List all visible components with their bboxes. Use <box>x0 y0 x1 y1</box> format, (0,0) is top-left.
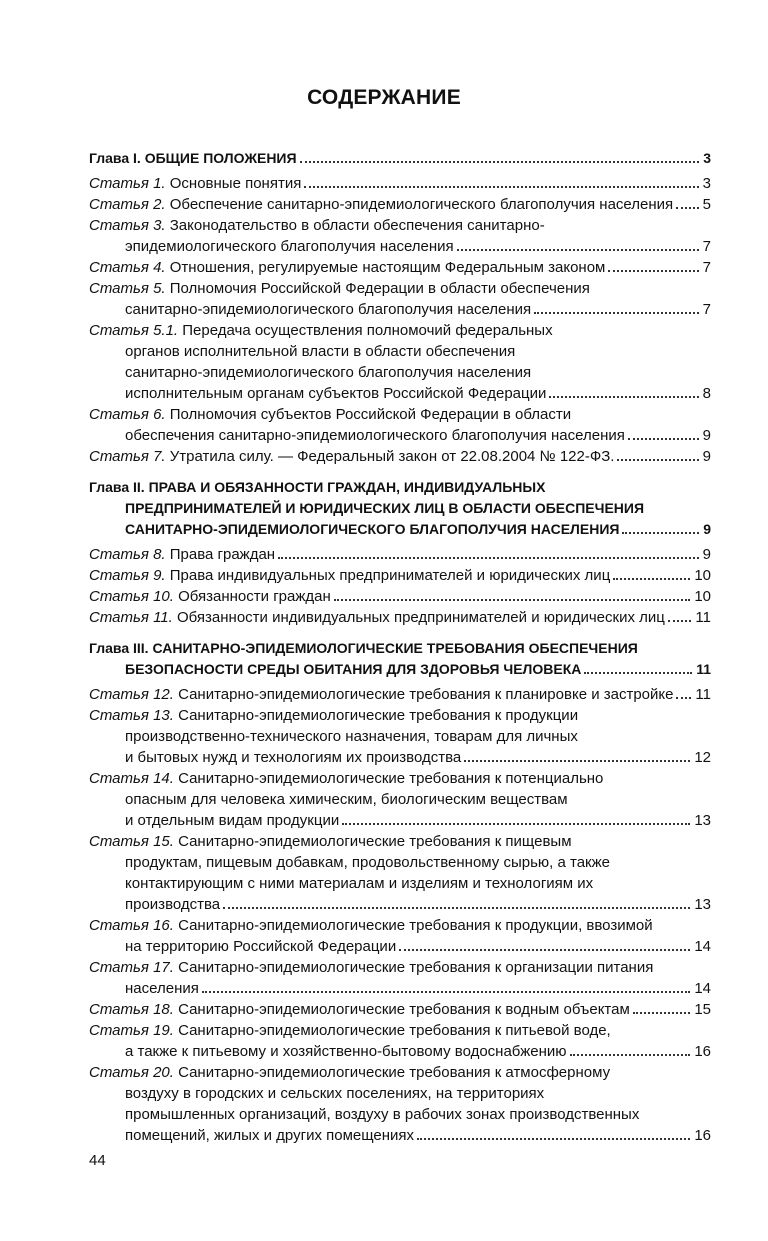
toc-line-text <box>89 257 605 278</box>
dot-leader <box>202 991 690 993</box>
toc-title-text: ПРЕДПРИНИМАТЕЛЕЙ И ЮРИДИЧЕСКИХ ЛИЦ В ОБЛАСТИ ОБЕСПЕЧЕНИЯ <box>125 500 645 516</box>
toc-line <box>89 1083 711 1104</box>
article-number: Статья 15. <box>89 833 174 850</box>
article-number: Статья 19. <box>89 1022 174 1039</box>
dot-leader <box>584 672 692 674</box>
toc-title-text: санитарно-эпидемиологического благополучия населения <box>125 301 532 318</box>
toc-title-text: обеспечения санитарно-эпидемиологического благополучия населения <box>125 427 625 444</box>
toc-line-text <box>89 425 625 446</box>
toc-article <box>89 278 711 320</box>
toc-page-number: 15 <box>694 1001 711 1018</box>
toc-line <box>89 852 711 873</box>
toc-title-text: Санитарно-эпидемиологические требования к планировке и застройке <box>178 686 674 703</box>
toc-line-text <box>89 833 572 850</box>
toc-line-text <box>89 1125 414 1146</box>
toc-title-text: и отдельным видам продукции <box>125 812 340 829</box>
toc-line <box>89 638 711 659</box>
article-number: Статья 4. <box>89 259 166 276</box>
toc-line <box>89 173 711 194</box>
toc-title-text: Санитарно-эпидемиологические требования к питьевой воде, <box>178 1022 611 1039</box>
chapter-number: Глава II. <box>89 479 145 495</box>
toc-line <box>89 873 711 894</box>
page-number: 44 <box>89 1152 106 1169</box>
dot-leader <box>570 1054 691 1056</box>
toc-page-number: 7 <box>702 301 711 318</box>
toc-line-text <box>89 638 638 659</box>
toc-line-text <box>89 299 531 320</box>
toc-title-text: промышленных организаций, воздуху в рабочих зонах производственных <box>125 1106 640 1123</box>
toc-line <box>89 1041 711 1062</box>
toc-title-text: Полномочия Российской Федерации в области обеспечения <box>169 280 590 297</box>
toc-title-text: Обеспечение санитарно-эпидемиологического благополучия населения <box>169 196 674 213</box>
toc-page-number: 3 <box>702 175 711 192</box>
toc-title-text: Санитарно-эпидемиологические требования к потенциально <box>178 770 604 787</box>
toc-line <box>89 915 711 936</box>
toc-line <box>89 519 711 540</box>
table-of-contents <box>89 148 711 1146</box>
toc-line-text <box>89 1104 639 1125</box>
toc-title-text: санитарно-эпидемиологического благополучия населения <box>125 364 532 381</box>
toc-title-text: помещений, жилых и других помещениях <box>125 1127 415 1144</box>
article-number: Статья 3. <box>89 217 166 234</box>
toc-title-text: органов исполнительной власти в области обеспечения <box>125 343 516 360</box>
toc-page-number: 7 <box>702 238 711 255</box>
toc-line-text <box>89 544 275 565</box>
toc-title-text: БЕЗОПАСНОСТИ СРЕДЫ ОБИТАНИЯ ДЛЯ ЗДОРОВЬЯ ЧЕЛОВЕКА <box>125 661 582 677</box>
article-number: Статья 20. <box>89 1064 174 1081</box>
dot-leader <box>668 620 692 622</box>
toc-title-text: воздуху в городских и сельских поселениях, на территориях <box>125 1085 545 1102</box>
toc-line <box>89 320 711 341</box>
toc-page-number: 8 <box>702 385 711 402</box>
toc-line <box>89 607 711 628</box>
article-number: Статья 18. <box>89 1001 174 1018</box>
toc-line-text <box>89 194 673 215</box>
toc-line-text <box>89 607 665 628</box>
article-number: Статья 7. <box>89 448 166 465</box>
article-number: Статья 2. <box>89 196 166 213</box>
toc-article <box>89 320 711 404</box>
toc-line-text <box>89 747 461 768</box>
toc-page-number: 11 <box>696 661 711 677</box>
toc-line <box>89 446 711 467</box>
toc-chapter <box>89 638 711 680</box>
spacer <box>89 628 711 638</box>
toc-page-number: 14 <box>694 980 711 997</box>
toc-article <box>89 957 711 999</box>
toc-title-text: населения <box>125 980 199 997</box>
toc-page-number: 9 <box>702 427 711 444</box>
toc-line <box>89 747 711 768</box>
toc-line <box>89 705 711 726</box>
toc-title-text: и бытовых нужд и технологиям их производства <box>125 749 462 766</box>
toc-line <box>89 194 711 215</box>
toc-page-number: 10 <box>694 567 711 584</box>
toc-article <box>89 607 711 628</box>
toc-article <box>89 194 711 215</box>
toc-line-text <box>89 280 590 297</box>
dot-leader <box>628 438 699 440</box>
toc-page-number: 9 <box>702 546 711 563</box>
toc-line-text <box>89 936 396 957</box>
toc-line-text <box>89 999 630 1020</box>
dot-leader <box>622 532 699 534</box>
toc-line <box>89 831 711 852</box>
dot-leader <box>342 823 690 825</box>
toc-line-text <box>89 148 297 169</box>
toc-line-text <box>89 322 553 339</box>
chapter-number: Глава III. <box>89 640 149 656</box>
toc-line-text <box>89 217 545 234</box>
article-number: Статья 9. <box>89 567 166 584</box>
article-number: Статья 16. <box>89 917 174 934</box>
toc-line-text <box>89 498 644 519</box>
toc-title-text: Отношения, регулируемые настоящим Федеральным законом <box>169 259 606 276</box>
toc-line-text <box>89 726 578 747</box>
toc-line-text <box>89 1083 544 1104</box>
dot-leader <box>278 557 699 559</box>
toc-title-text: Санитарно-эпидемиологические требования к организации питания <box>178 959 654 976</box>
toc-page-number: 11 <box>695 609 711 626</box>
toc-page-number: 5 <box>702 196 711 213</box>
toc-page-number: 14 <box>694 938 711 955</box>
toc-page-number: 9 <box>702 448 711 465</box>
article-number: Статья 17. <box>89 959 174 976</box>
toc-line <box>89 978 711 999</box>
toc-article <box>89 1020 711 1062</box>
toc-title-text: производства <box>125 896 221 913</box>
toc-line <box>89 1125 711 1146</box>
toc-line <box>89 1062 711 1083</box>
dot-leader <box>334 599 691 601</box>
dot-leader <box>417 1138 690 1140</box>
toc-article <box>89 404 711 446</box>
toc-line-text <box>89 873 593 894</box>
toc-line <box>89 383 711 404</box>
toc-line <box>89 768 711 789</box>
toc-line <box>89 544 711 565</box>
toc-line-text <box>89 341 515 362</box>
toc-article <box>89 831 711 915</box>
toc-title-text: продуктам, пищевым добавкам, продовольственному сырью, а также <box>125 854 610 871</box>
toc-line-text <box>89 894 220 915</box>
article-number: Статья 5.1. <box>89 322 179 339</box>
toc-line-text <box>89 770 603 787</box>
toc-title-text: САНИТАРНО-ЭПИДЕМИОЛОГИЧЕСКИЕ ТРЕБОВАНИЯ ОБЕСПЕЧЕНИЯ <box>152 640 638 656</box>
toc-article <box>89 446 711 467</box>
dot-leader <box>613 578 690 580</box>
toc-line-text <box>89 565 610 586</box>
dot-leader <box>534 312 698 314</box>
article-number: Статья 5. <box>89 280 166 297</box>
dot-leader <box>464 760 690 762</box>
toc-line <box>89 236 711 257</box>
toc-page-number: 12 <box>694 749 711 766</box>
toc-line <box>89 684 711 705</box>
toc-article <box>89 684 711 705</box>
toc-article <box>89 544 711 565</box>
toc-line-text <box>89 789 568 810</box>
toc-line-text <box>89 659 581 680</box>
toc-title-text: исполнительным органам субъектов Российской Федерации <box>125 385 547 402</box>
toc-line <box>89 586 711 607</box>
toc-title-text: опасным для человека химическим, биологическим веществам <box>125 791 568 808</box>
toc-title-text: производственно-технического назначения, товарам для личных <box>125 728 578 745</box>
toc-line <box>89 278 711 299</box>
toc-line-text <box>89 362 531 383</box>
dot-leader <box>223 907 690 909</box>
toc-line <box>89 726 711 747</box>
toc-page-number: 16 <box>694 1127 711 1144</box>
article-number: Статья 11. <box>89 609 173 626</box>
toc-line <box>89 1020 711 1041</box>
toc-line-text <box>89 1022 611 1039</box>
page-title: СОДЕРЖАНИЕ <box>307 86 461 109</box>
toc-article <box>89 565 711 586</box>
toc-line-text <box>89 446 614 467</box>
toc-line <box>89 215 711 236</box>
toc-line-text <box>89 810 339 831</box>
toc-line <box>89 957 711 978</box>
toc-title-text: Права индивидуальных предпринимателей и юридических лиц <box>169 567 611 584</box>
toc-article <box>89 586 711 607</box>
toc-page-number: 13 <box>694 812 711 829</box>
toc-line-text <box>89 173 301 194</box>
toc-line <box>89 362 711 383</box>
toc-article <box>89 1062 711 1146</box>
toc-page-number: 7 <box>702 259 711 276</box>
toc-line <box>89 999 711 1020</box>
toc-chapter <box>89 477 711 540</box>
toc-line-text <box>89 684 673 705</box>
toc-title-text: Утратила силу. — Федеральный закон от 22.08.2004 № 122-ФЗ. <box>169 448 615 465</box>
toc-title-text: Права граждан <box>169 546 276 563</box>
spacer <box>89 467 711 477</box>
toc-title-text: Основные понятия <box>169 175 302 192</box>
toc-page-number: 3 <box>703 150 711 166</box>
article-number: Статья 6. <box>89 406 166 423</box>
toc-title-text: Обязанности граждан <box>178 588 331 605</box>
toc-chapter <box>89 148 711 169</box>
article-number: Статья 10. <box>89 588 174 605</box>
article-number: Статья 1. <box>89 175 166 192</box>
toc-article <box>89 173 711 194</box>
dot-leader <box>633 1012 691 1014</box>
toc-article <box>89 999 711 1020</box>
toc-title-text: Санитарно-эпидемиологические требования к пищевым <box>178 833 572 850</box>
toc-line-text <box>89 477 545 498</box>
toc-article <box>89 215 711 257</box>
dot-leader <box>304 186 698 188</box>
dot-leader <box>676 697 691 699</box>
toc-page-number: 10 <box>694 588 711 605</box>
toc-line <box>89 1104 711 1125</box>
toc-title-text: а также к питьевому и хозяйственно-бытовому водоснабжению <box>125 1043 567 1060</box>
toc-line-text <box>89 383 546 404</box>
article-number: Статья 13. <box>89 707 174 724</box>
article-number: Статья 12. <box>89 686 174 703</box>
toc-line <box>89 425 711 446</box>
toc-line-text <box>89 1064 610 1081</box>
toc-line <box>89 404 711 425</box>
dot-leader <box>457 249 699 251</box>
toc-page-number: 16 <box>694 1043 711 1060</box>
toc-article <box>89 768 711 831</box>
article-number: Статья 14. <box>89 770 174 787</box>
toc-line-text <box>89 959 653 976</box>
toc-page-number: 9 <box>703 521 711 537</box>
toc-article <box>89 915 711 957</box>
toc-line-text <box>89 707 578 724</box>
toc-line <box>89 341 711 362</box>
toc-line <box>89 299 711 320</box>
toc-line <box>89 789 711 810</box>
dot-leader <box>399 949 690 951</box>
toc-title-text: контактирующим с ними материалам и изделиям и технологиям их <box>125 875 594 892</box>
toc-line <box>89 257 711 278</box>
dot-leader <box>549 396 698 398</box>
dot-leader <box>300 161 700 163</box>
toc-article <box>89 257 711 278</box>
toc-line-text <box>89 917 653 934</box>
toc-title-text: ОБЩИЕ ПОЛОЖЕНИЯ <box>144 150 297 166</box>
toc-title-text: Санитарно-эпидемиологические требования к водным объектам <box>178 1001 630 1018</box>
toc-line-text <box>89 978 199 999</box>
toc-title-text: ПРАВА И ОБЯЗАННОСТИ ГРАЖДАН, ИНДИВИДУАЛЬНЫХ <box>148 479 546 495</box>
dot-leader <box>617 459 698 461</box>
toc-title-text: Санитарно-эпидемиологические требования к продукции <box>178 707 579 724</box>
toc-line <box>89 498 711 519</box>
toc-line <box>89 659 711 680</box>
toc-line-text <box>89 1041 567 1062</box>
toc-line-text <box>89 236 454 257</box>
toc-title-text: Передача осуществления полномочий федеральных <box>182 322 553 339</box>
toc-title-text: Санитарно-эпидемиологические требования к атмосферному <box>178 1064 611 1081</box>
toc-title-text: Обязанности индивидуальных предпринимателей и юридических лиц <box>176 609 665 626</box>
article-number: Статья 8. <box>89 546 166 563</box>
toc-title-text: Санитарно-эпидемиологические требования к продукции, ввозимой <box>178 917 653 934</box>
toc-line <box>89 894 711 915</box>
toc-line-text <box>89 852 610 873</box>
toc-title-text: на территорию Российской Федерации <box>125 938 397 955</box>
dot-leader <box>608 270 698 272</box>
toc-line <box>89 477 711 498</box>
toc-line-text <box>89 586 331 607</box>
toc-page-number: 11 <box>695 686 711 703</box>
toc-line <box>89 565 711 586</box>
toc-title-text: эпидемиологического благополучия населения <box>125 238 454 255</box>
toc-article <box>89 705 711 768</box>
toc-line <box>89 810 711 831</box>
toc-title-text: Законодательство в области обеспечения санитарно- <box>169 217 545 234</box>
toc-line <box>89 936 711 957</box>
toc-page-number: 13 <box>694 896 711 913</box>
chapter-number: Глава I. <box>89 150 141 166</box>
dot-leader <box>676 207 698 209</box>
toc-line-text <box>89 519 619 540</box>
toc-line <box>89 148 711 169</box>
toc-title-text: САНИТАРНО-ЭПИДЕМИОЛОГИЧЕСКОГО БЛАГОПОЛУЧИЯ НАСЕЛЕНИЯ <box>125 521 620 537</box>
toc-line-text <box>89 406 571 423</box>
toc-title-text: Полномочия субъектов Российской Федерации в области <box>169 406 572 423</box>
